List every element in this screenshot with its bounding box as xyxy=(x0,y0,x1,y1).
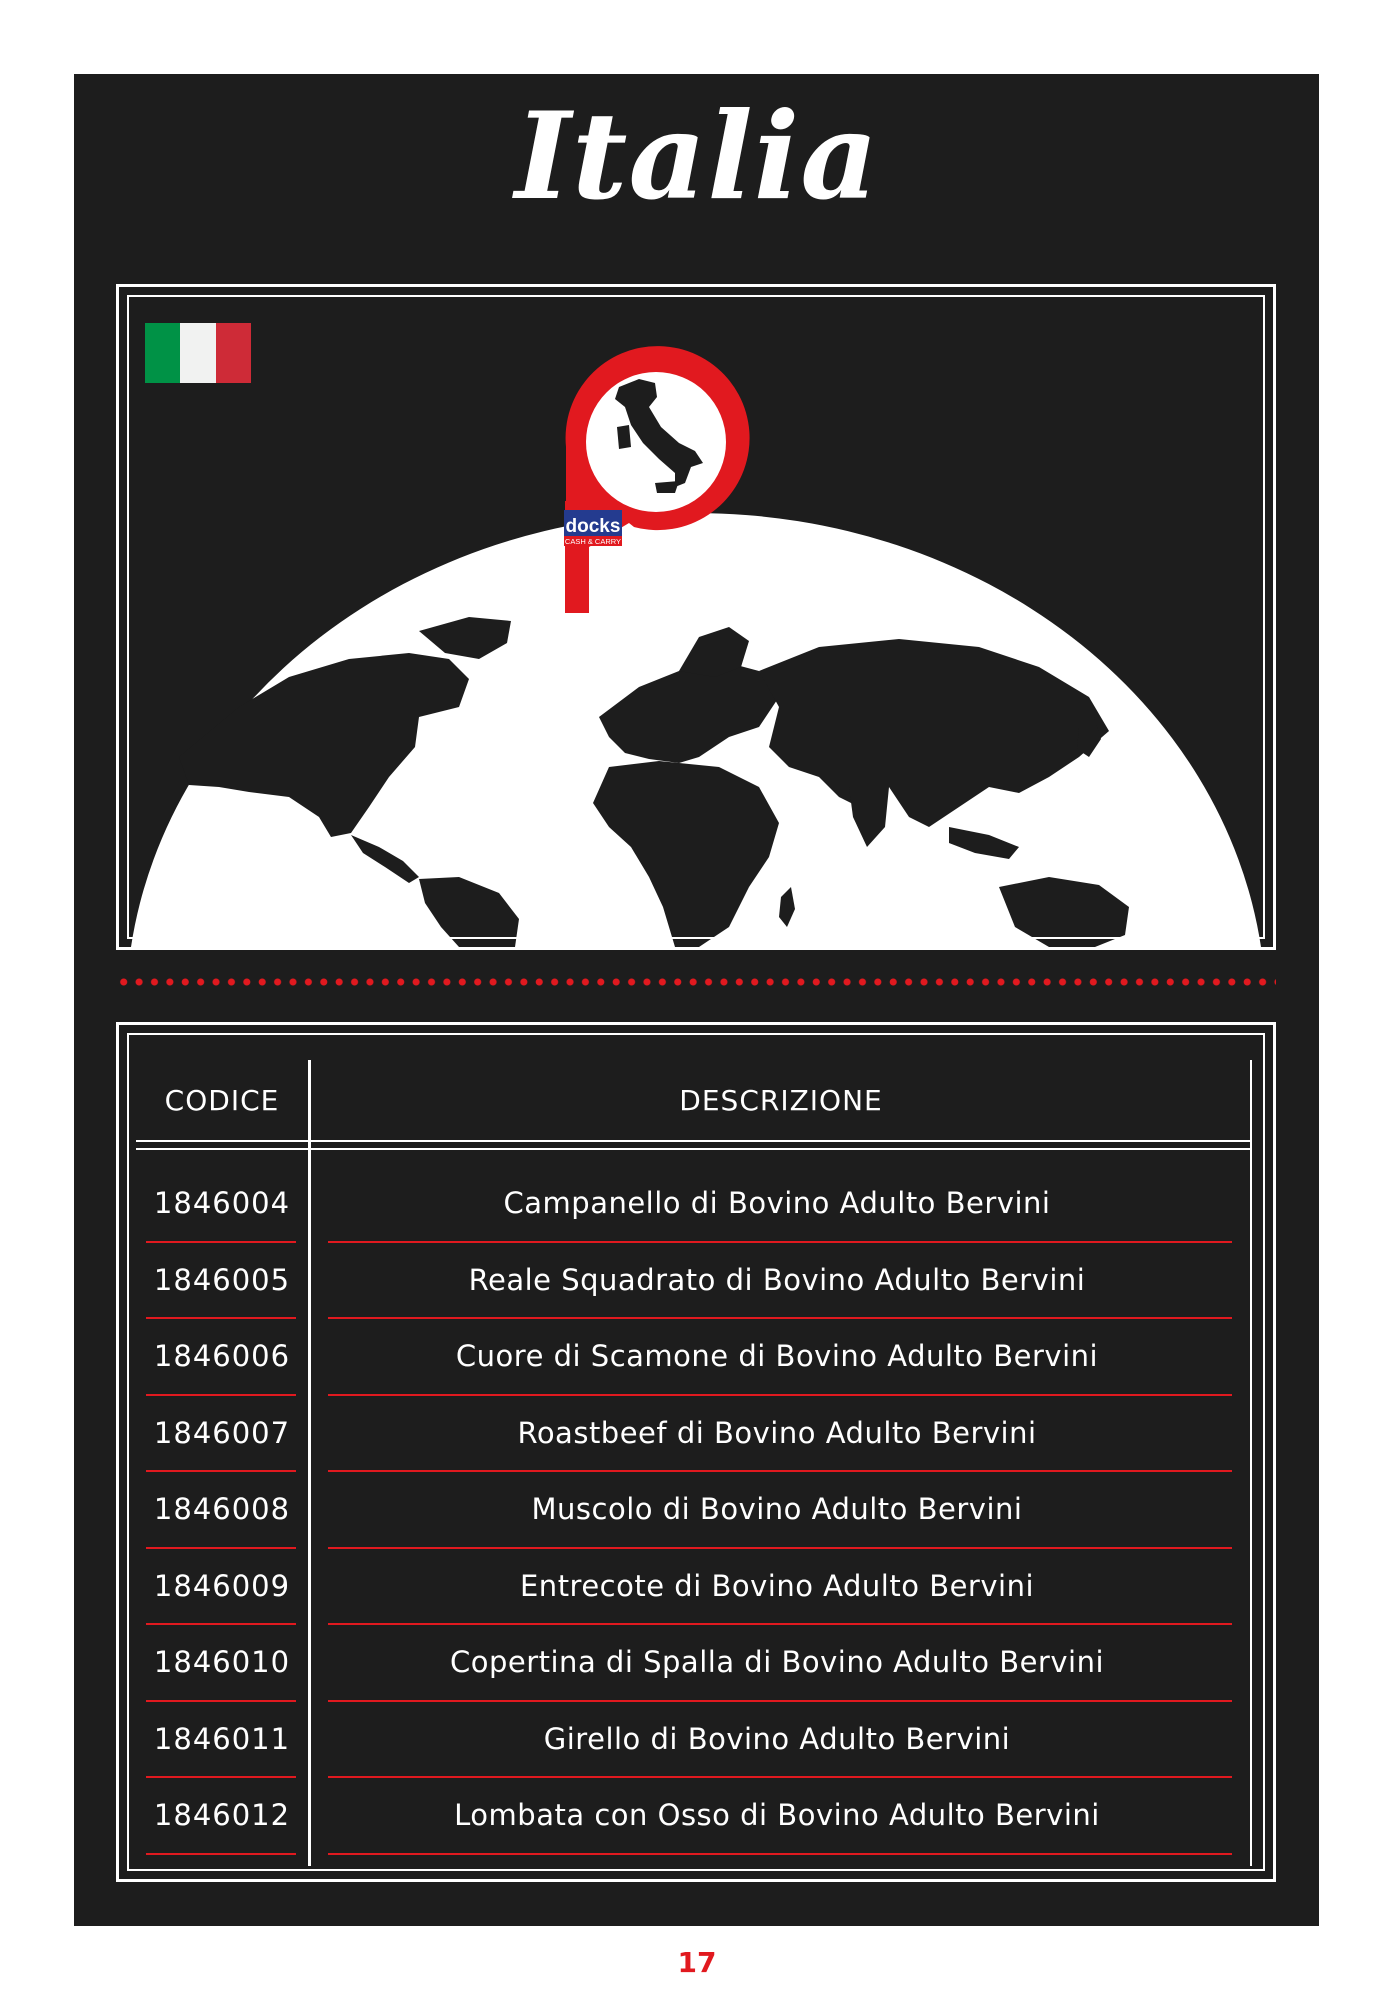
table-row xyxy=(136,1472,1252,1549)
row-code: 1846006 xyxy=(153,1339,291,1373)
row-description: Roastbeef di Bovino Adulto Bervini xyxy=(517,1415,1037,1450)
row-code: 1846008 xyxy=(153,1492,291,1526)
row-code: 1846009 xyxy=(153,1568,291,1603)
docks-logo-tagline: CASH & CARRY xyxy=(564,537,622,546)
row-description: Campanello di Bovino Adulto Bervini xyxy=(503,1186,1051,1220)
row-description: Reale Squadrato di Bovino Adulto Bervini xyxy=(468,1262,1086,1297)
row-code: 1846007 xyxy=(153,1415,291,1450)
table-body xyxy=(136,1166,1252,1855)
row-description: Girello di Bovino Adulto Bervini xyxy=(543,1721,1011,1756)
table-row xyxy=(136,1549,1252,1626)
header-description: DESCRIZIONE xyxy=(679,1084,883,1117)
table-row xyxy=(136,1778,1252,1855)
table-row xyxy=(136,1243,1252,1320)
table-row xyxy=(136,1319,1252,1396)
row-code: 1846011 xyxy=(153,1721,291,1756)
row-description: Copertina di Spalla di Bovino Adulto Bervini xyxy=(449,1645,1105,1679)
row-description: Muscolo di Bovino Adulto Bervini xyxy=(531,1492,1023,1526)
row-code: 1846004 xyxy=(153,1186,291,1220)
table-row xyxy=(136,1625,1252,1702)
dotted-separator xyxy=(116,976,1276,988)
table-row xyxy=(136,1396,1252,1473)
docks-logo-brand: docks xyxy=(565,516,621,537)
row-code: 1846012 xyxy=(153,1798,291,1832)
header-rule xyxy=(136,1140,1252,1142)
world-globe xyxy=(119,287,1273,947)
row-rule xyxy=(328,1853,1232,1855)
product-table xyxy=(136,1060,1252,1866)
table-header xyxy=(136,1060,1252,1140)
map-frame xyxy=(116,284,1276,950)
row-code: 1846005 xyxy=(153,1262,291,1297)
header-code: CODICE xyxy=(164,1084,280,1117)
row-description: Cuore di Scamone di Bovino Adulto Bervini xyxy=(455,1339,1099,1373)
table-row xyxy=(136,1166,1252,1243)
page-title: Italia xyxy=(514,86,880,227)
docks-logo xyxy=(564,510,622,546)
row-description: Lombata con Osso di Bovino Adulto Bervini xyxy=(454,1798,1100,1832)
table-row xyxy=(136,1702,1252,1779)
header-rule xyxy=(136,1148,1252,1150)
row-rule xyxy=(146,1853,296,1855)
page-number: 17 xyxy=(677,1946,717,1979)
row-description: Entrecote di Bovino Adulto Bervini xyxy=(519,1568,1035,1603)
row-code: 1846010 xyxy=(153,1645,291,1679)
italy-flag-icon xyxy=(145,323,251,383)
